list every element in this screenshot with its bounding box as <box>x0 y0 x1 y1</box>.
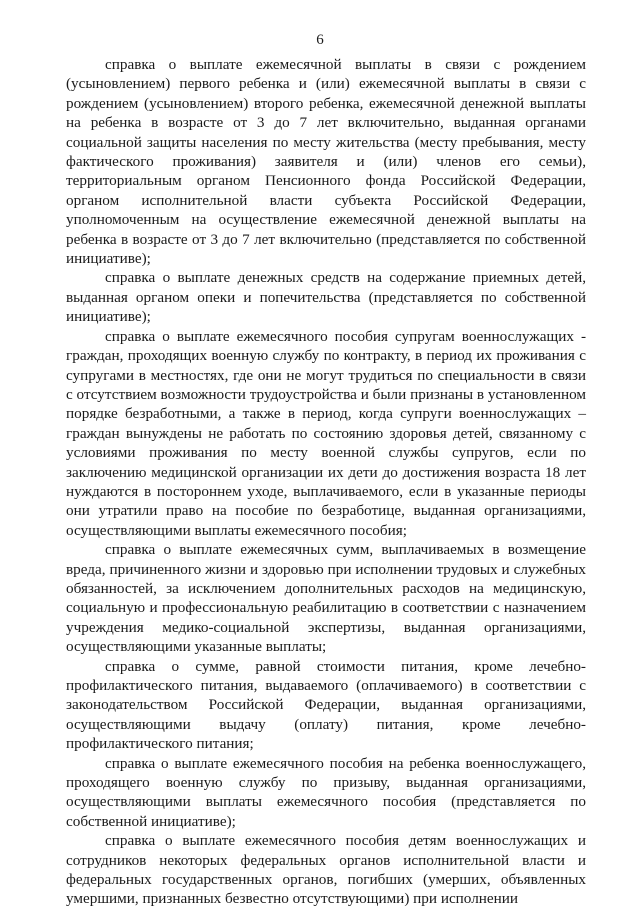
paragraph-conscript-child-allowance-certificate: справка о выплате ежемесячного пособия на ребенка военнослужащего, проходящего военную службу по призыву, выданная организациями, осуществляющими выплаты ежемесячного пособия (представляется по собственной инициативе); <box>66 754 586 830</box>
paragraph-harm-compensation-certificate: справка о выплате ежемесячных сумм, выплачиваемых в возмещение вреда, причиненного жизни и здоровью при исполнении трудовых и служебных обязанностей, за исключением дополнительных расходов на медицинскую, социальную и профессиональную реабилитацию в соответствии с назначением учреждения медико-социальной экспертизы, выданная организациями, осуществляющими указанные выплаты; <box>66 541 586 656</box>
paragraph-child-birth-payment-certificate: справка о выплате ежемесячной выплаты в связи с рождением (усыновлением) первого ребенка и (или) ежемесячной выплаты в связи с рождением (усыновлением) второго ребенка, ежемесячной денежной выплаты на ребенка в возрасте от 3 до 7 лет включительно, выданная органами социальной защиты населения по месту жительства (месту пребывания, месту фактического проживания) заявителя и (или) членов его семьи), территориальным органом Пенсионного фонда Российской Федерации, органом исполнительной власти субъекта Российской Федерации, уполномоченным на осуществление ежемесячной денежной выплаты на ребенка в возрасте от 3 до 7 лет включительно (представляется по собственной инициативе); <box>66 56 586 268</box>
document-body <box>66 55 586 909</box>
paragraph-foster-children-funds-certificate: справка о выплате денежных средств на содержание приемных детей, выданная органом опеки и попечительства (представляется по собственной инициативе); <box>66 269 586 326</box>
paragraph-military-spouse-allowance-certificate: справка о выплате ежемесячного пособия супругам военнослужащих - граждан, проходящих военную службу по контракту, в период их проживания с супругами в местностях, где они не могут трудиться по специальности в связи с отсутствием возможности трудоустройства и были признаны в установленном порядке безработными, а также в период, когда супруги военнослужащих – граждан вынуждены не работать по состоянию здоровья детей, связанному с условиями проживания по месту военной службы супругов, если по заключению медицинской организации их дети до достижения возраста 18 лет нуждаются в постороннем уходе, выплачиваемого, если в указанные периоды они утратили право на пособие по безработице, выданная организациями, осуществляющими выплаты ежемесячного пособия; <box>66 327 586 539</box>
page-number: 6 <box>316 32 324 48</box>
paragraph-meal-cost-certificate: справка о сумме, равной стоимости питания, кроме лечебно-профилактического питания, выдаваемого (оплачиваемого) в соответствии с законодательством Российской Федерации, выданная организациями, осуществляющими выдачу (оплату) питания, кроме лечебно-профилактического питания; <box>66 657 586 753</box>
paragraph-deceased-servicemen-children-allowance: справка о выплате ежемесячного пособия детям военнослужащих и сотрудников некоторых федеральных органов исполнительной власти и федеральных государственных органов, погибших (умерших, объявленных умершими, признанных безвестно отсутствующими) при исполнении <box>66 832 586 908</box>
